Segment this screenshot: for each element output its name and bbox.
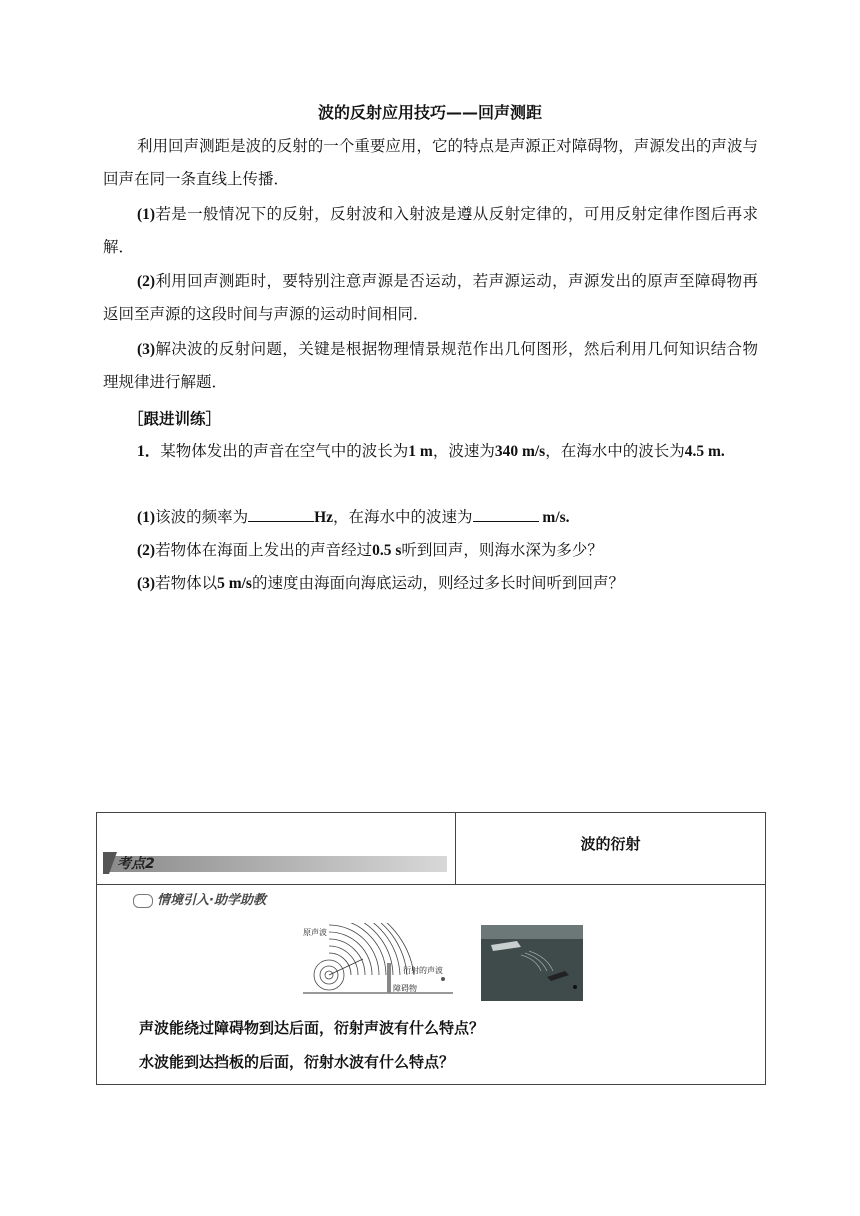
point-3	[103, 333, 758, 399]
sub-2-text-a: 若物体在海面上发出的声音经过	[155, 541, 373, 559]
sub-1-number: (1)	[137, 509, 156, 526]
listener-icon	[441, 977, 445, 981]
point-3-text: 解决波的反射问题，关键是根据物理情景规范作出几何图形，然后利用几何知识结合物理规律进行解题．	[103, 340, 758, 391]
kaodian-box	[96, 812, 766, 1085]
answer-blank-frequency[interactable]	[248, 507, 314, 522]
qingjing-label-row	[133, 889, 266, 909]
problem-1-sub-3	[103, 567, 758, 600]
point-2	[103, 265, 758, 331]
label-diffracted-wave: 衍射的声波	[403, 966, 443, 975]
point-2-number: (2)	[137, 273, 156, 290]
point-1	[103, 198, 758, 264]
label-original-wave: 原声波	[303, 928, 327, 937]
problem-stem-text-c: ，在海水中的波长为	[545, 442, 685, 460]
kaodian-label: 考点2	[117, 856, 155, 872]
question-2: 水波能到达挡板的后面，衍射水波有什么特点？	[139, 1053, 455, 1071]
sub-1-text-a: 该波的频率为	[155, 508, 249, 526]
problem-stem-text-a: 某物体发出的声音在空气中的波长为	[160, 442, 409, 460]
sub-3-value-speed: 5 m/s	[217, 575, 252, 592]
sub-2-text-b: 听到回声，则海水深为多少？	[401, 541, 603, 559]
sub-1-text-b: ，在海水中的波速为	[333, 508, 473, 526]
problem-value-wavelength-air: 1 m	[408, 443, 433, 460]
problem-value-wavelength-sea: 4.5 m.	[684, 443, 725, 460]
qingjing-label: 情境引入·助学助教	[157, 893, 266, 908]
point-1-number: (1)	[137, 206, 156, 223]
problem-1-sub-2	[103, 534, 758, 567]
sub-1-unit-hz: Hz	[314, 509, 334, 526]
sub-2-value-time: 0.5 s	[372, 542, 402, 559]
point-1-text: 若是一般情况下的反射，反射波和入射波是遵从反射定律的，可用反射定律作图后再求解．	[103, 205, 758, 256]
kaodian-header	[97, 813, 765, 885]
section-title: 波的反射应用技巧——回声测距	[317, 103, 542, 122]
obstacle-wall	[387, 963, 391, 993]
sub-2-number: (2)	[137, 542, 156, 559]
intro-paragraph: 利用回声测距是波的反射的一个重要应用，它的特点是声源正对障碍物，声源发出的声波与回声在同一条直线上传播．	[103, 137, 758, 188]
sub-3-number: (3)	[137, 575, 156, 592]
kaodian-header-left	[97, 813, 456, 884]
answer-blank-speed[interactable]	[473, 507, 539, 522]
qingjing-icon	[133, 894, 153, 908]
point-3-number: (3)	[137, 341, 156, 358]
problem-1-sub-1	[103, 501, 758, 534]
problem-number: 1．	[137, 443, 161, 460]
point-2-text: 利用回声测距时，要特别注意声源是否运动，若声源运动，声源发出的原声至障碍物再返回至声源的这段时间与声源的运动时间相同．	[103, 272, 758, 323]
question-1: 声波能绕过障碍物到达后面，衍射声波有什么特点？	[139, 1019, 485, 1037]
problem-stem-text-b: ，波速为	[432, 442, 495, 460]
kaodian-banner	[103, 852, 447, 874]
sub-3-text-a: 若物体以	[155, 574, 218, 592]
sub-1-unit-ms: m/s.	[538, 509, 570, 526]
label-obstacle: 障碍物	[393, 984, 417, 993]
sound-wave-rings	[314, 923, 414, 990]
practice-heading: ［跟进训练］	[128, 409, 222, 428]
water-wave-photo	[481, 925, 583, 1001]
problem-1-stem	[103, 435, 758, 468]
kaodian-heading: 波的衍射	[580, 835, 641, 853]
problem-value-speed-air: 340 m/s	[494, 443, 546, 460]
sub-3-text-b: 的速度由海面向海底运动，则经过多长时间听到回声？	[251, 574, 624, 592]
